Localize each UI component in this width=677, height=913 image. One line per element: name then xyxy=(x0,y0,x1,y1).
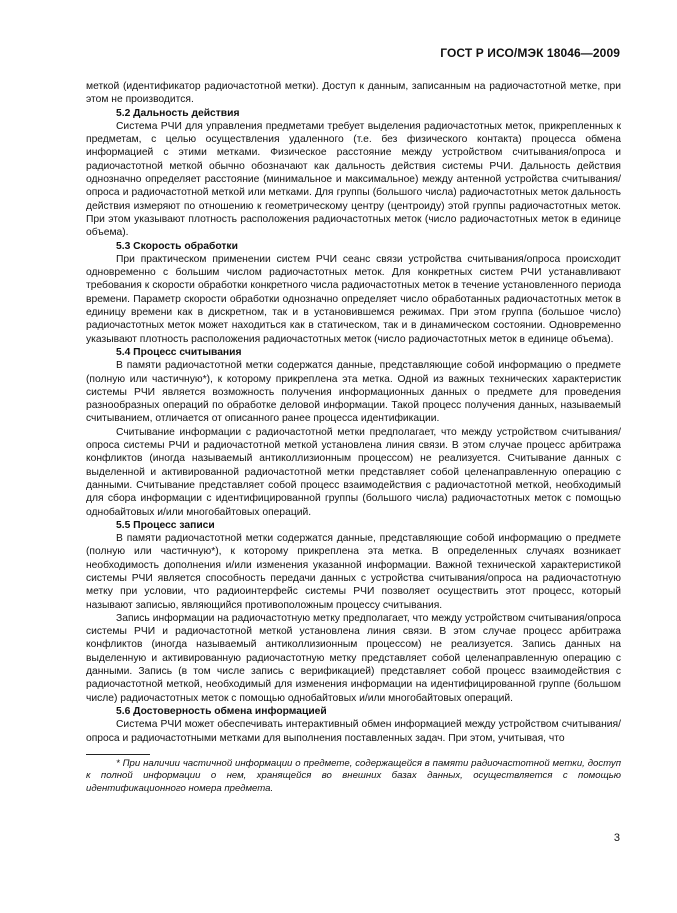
section-heading-range: 5.2 Дальность действия xyxy=(116,107,240,119)
paragraph-reading-1: В памяти радиочастотной метки содержатся данные, представляющие собой информацию о предмете (полную или частичную*), к которому прикреплена эта метка. Одной из важных технических характеристик системы РЧИ является возможность получения информационных данных о предмете для проведения разнообразных операций по обработке деловой информации. Такой процесс получения данных, называемый считыванием, отличается от описанного ранее процесса идентификации. xyxy=(86,360,621,425)
body-text xyxy=(86,80,621,745)
section-heading-processing-speed: 5.3 Скорость обработки xyxy=(116,240,238,252)
section-heading-reading-process: 5.4 Процесс считывания xyxy=(116,346,242,358)
paragraph-processing-speed: При практическом применении систем РЧИ сеанс связи устройства считывания/опроса происходит одновременно с большим числом радиочастотных меток. Для конкретных систем РЧИ устанавливают требования к скорости обработки конкретного числа радиочастотных меток в течение установленного периода времени. Параметр скорости обработки однозначно определяет число обработанных радиочастотных меток в единицу времени как в дискретном, так и в установившемся режимах. При этом группа (большое число) радиочастотных меток может находиться как в статическом, так и в динамическом состоянии. Одновременно указывают плотность расположения радиочастотных меток (число радиочастотных меток в единице объема). xyxy=(86,253,621,345)
section-heading-writing-process: 5.5 Процесс записи xyxy=(116,519,215,531)
footnote-divider xyxy=(86,754,150,755)
paragraph-writing-2: Запись информации на радиочастотную метку предполагает, что между устройством считывания/опроса системы РЧИ и радиочастотной меткой установлена линия связи. В этом случае процесс арбитража конфликтов (иногда называемый антиколлизионным процессом) не реализуется. Запись данных на выделенную и активированную радиочастотную метку представляет собой целенаправленную операцию с данными. Запись (в том числе запись с верификацией) представляет собой процесс взаимодействия с радиочастотной меткой, необходимый для изменения информации на идентифицированной группе (большом числе) радиочастотных меток с помощью однобайтовых и/или многобайтовых операций. xyxy=(86,612,621,704)
paragraph-exchange-reliability: Система РЧИ может обеспечивать интерактивный обмен информацией между устройством считывания/опроса и радиочастотными метками для выполнения поставленных задач. При этом, учитывая, что xyxy=(86,719,621,744)
section-heading-exchange-reliability: 5.6 Достоверность обмена информацией xyxy=(116,705,327,717)
page-number: 3 xyxy=(613,832,620,844)
paragraph-writing-1: В памяти радиочастотной метки содержатся данные, представляющие собой информацию о предмете (полную или частичную*), к которому прикреплена эта метка. В определенных случаях возникает необходимость дополнения и/или изменения указанной информации. Важной технической характеристикой системы РЧИ является способность передачи данных с устройства считывания/опроса на радиочастотную метку при условии, что радиоинтерфейс системы РЧИ позволяет осуществить этот процесс, который называют записью, являющийся противоположным процессу считывания. xyxy=(86,533,621,611)
paragraph-reading-2: Считывание информации с радиочастотной метки предполагает, что между устройством считывания/опроса системы РЧИ и радиочастотной меткой установлена линия связи. В этом случае процесс арбитража конфликтов (иногда называемый антиколлизионным процессом) не реализуется. Считывание данных с выделенной и активированной радиочастотной метки представляет собой целенаправленную операцию с данными. Считывание представляет собой процесс взаимодействия с радиочастотной меткой, необходимый для сбора информации с идентифицированной группы (большого числа) радиочастотных меток с помощью однобайтовых и/или многобайтовых операций. xyxy=(86,426,621,518)
standard-header: ГОСТ Р ИСО/МЭК 18046—2009 xyxy=(440,46,620,60)
paragraph-range: Система РЧИ для управления предметами требует выделения радиочастотных меток, прикрепленных к предметам, с целью осуществления удаленного (т.е. без физического контакта) процесса обмена информацией с этими метками. Физическое расстояние между устройством считывания/опроса и радиочастотной меткой обычно обозначают как дальность действия системы РЧИ. Дальность действия однозначно определяет расстояние (минимальное и максимальное) между антенной устройства считывания/опроса и радиочастотной меткой или метками. Для группы (большого числа) радиочастотных меток дальность действия измеряют по отношению к геометрическому центру (центроиду) этой группы радиочастотных меток. При этом указывают плотность расположения радиочастотных меток (число радиочастотных меток в единице объема). xyxy=(86,120,621,239)
intro-paragraph: меткой (идентификатор радиочастотной метки). Доступ к данным, записанным на радиочастотной метке, при этом не производится. xyxy=(86,81,621,106)
footnote-text: * При наличии частичной информации о предмете, содержащейся в памяти радиочастотной метки, доступ к полной информации о нем, хранящейся во внешних базах данных, осуществляется с помощью идентификационного номера предмета. xyxy=(86,758,621,794)
footnote xyxy=(86,758,621,795)
